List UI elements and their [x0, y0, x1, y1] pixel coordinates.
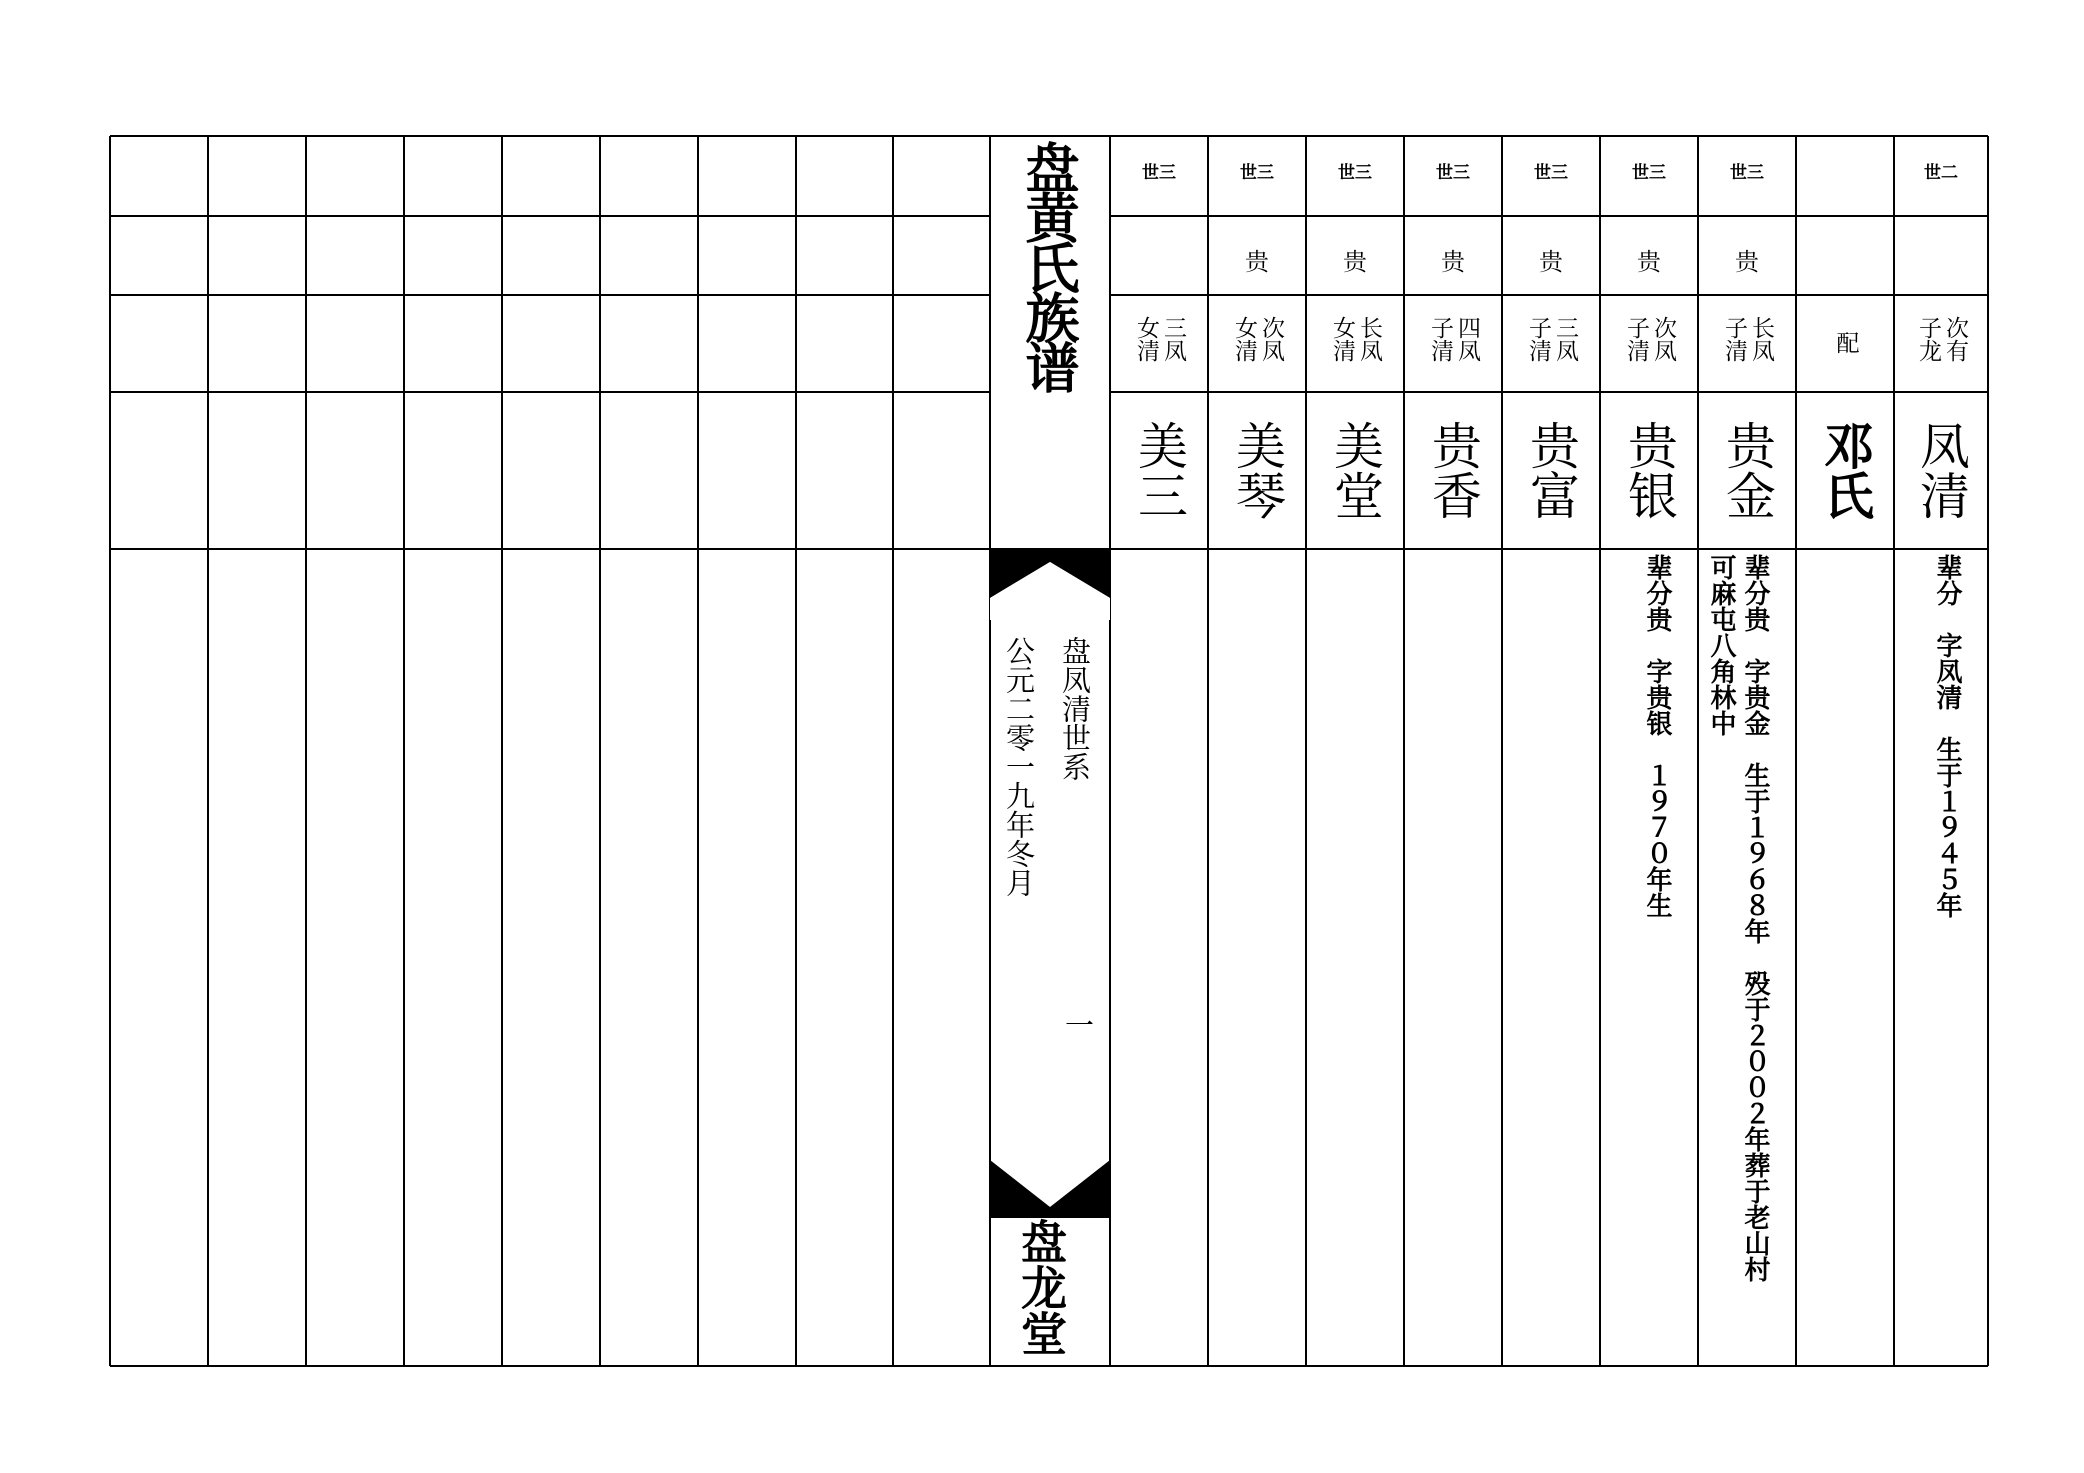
relation-text: 子清: [1525, 316, 1551, 362]
member-name: 凤清: [1912, 420, 1970, 520]
member-name: 贵富: [1522, 420, 1580, 520]
generation-character: 贵: [1343, 248, 1367, 276]
generation-label: 世三: [1632, 163, 1666, 183]
relation-text: 子清: [1427, 316, 1453, 362]
relation-label: [1894, 316, 1988, 362]
generation-character: 贵: [1735, 248, 1759, 276]
member-name: 美三: [1130, 420, 1188, 520]
relation-text: 次凤: [1258, 316, 1284, 362]
hall-name: 盘龙堂: [1014, 1218, 1068, 1356]
relation-label: [1404, 316, 1502, 362]
relation-text: 女清: [1133, 316, 1159, 362]
relation-text: 四凤: [1454, 316, 1480, 362]
relation-label: [1502, 316, 1600, 362]
generation-label: 世二: [1924, 163, 1958, 183]
generation-label: 世三: [1436, 163, 1470, 183]
generation-character: 贵: [1637, 248, 1661, 276]
relation-text: 女清: [1231, 316, 1257, 362]
page-number: 一: [1061, 1010, 1095, 1039]
relation-label: [1306, 316, 1404, 362]
generation-label: 世三: [1534, 163, 1568, 183]
member-name: 邓氏: [1816, 420, 1875, 520]
book-title: 盘黄氏族谱: [1017, 140, 1081, 390]
member-biography: 辈分贵 字贵银 １９７０年生: [1642, 554, 1672, 918]
relation-text: 长凤: [1748, 316, 1774, 362]
generation-character: 贵: [1441, 248, 1465, 276]
member-name: 贵香: [1424, 420, 1482, 520]
relation-label: [1698, 316, 1796, 362]
relation-label: [1600, 316, 1698, 362]
relation-label: [1208, 316, 1306, 362]
compile-date: 公元二零一九年冬月: [1002, 636, 1036, 897]
relation-text: 子清: [1623, 316, 1649, 362]
member-biography: 辈分贵 字贵金 生于１９６８年 殁于２００２年葬于老山村: [1740, 554, 1770, 1282]
member-biography: 辈分 字凤清 生于１９４５年: [1932, 554, 1962, 918]
relation-text: 次凤: [1650, 316, 1676, 362]
generation-character: 贵: [1539, 248, 1563, 276]
relation-text: 女清: [1329, 316, 1355, 362]
relation-text: 配: [1832, 331, 1859, 354]
member-name: 贵金: [1718, 420, 1776, 520]
generation-label: 世三: [1730, 163, 1764, 183]
generation-label: 世三: [1142, 163, 1176, 183]
member-biography: 可麻屯八角林中: [1706, 554, 1736, 736]
lineage-label: 盘凤清世系: [1058, 636, 1092, 781]
member-name: 贵银: [1620, 420, 1678, 520]
relation-text: 三凤: [1160, 316, 1186, 362]
spine-ornament-bottom: [990, 1160, 1110, 1218]
generation-label: 世三: [1240, 163, 1274, 183]
relation-text: 三凤: [1552, 316, 1578, 362]
generation-label: 世三: [1338, 163, 1372, 183]
relation-text: 次有: [1942, 316, 1968, 362]
relation-label: [1796, 331, 1894, 354]
relation-text: 子龙: [1915, 316, 1941, 362]
member-name: 美堂: [1326, 420, 1384, 520]
member-name: 美琴: [1228, 420, 1286, 520]
generation-character: 贵: [1245, 248, 1269, 276]
relation-text: 子清: [1721, 316, 1747, 362]
relation-text: 长凤: [1356, 316, 1382, 362]
relation-label: [1110, 316, 1208, 362]
